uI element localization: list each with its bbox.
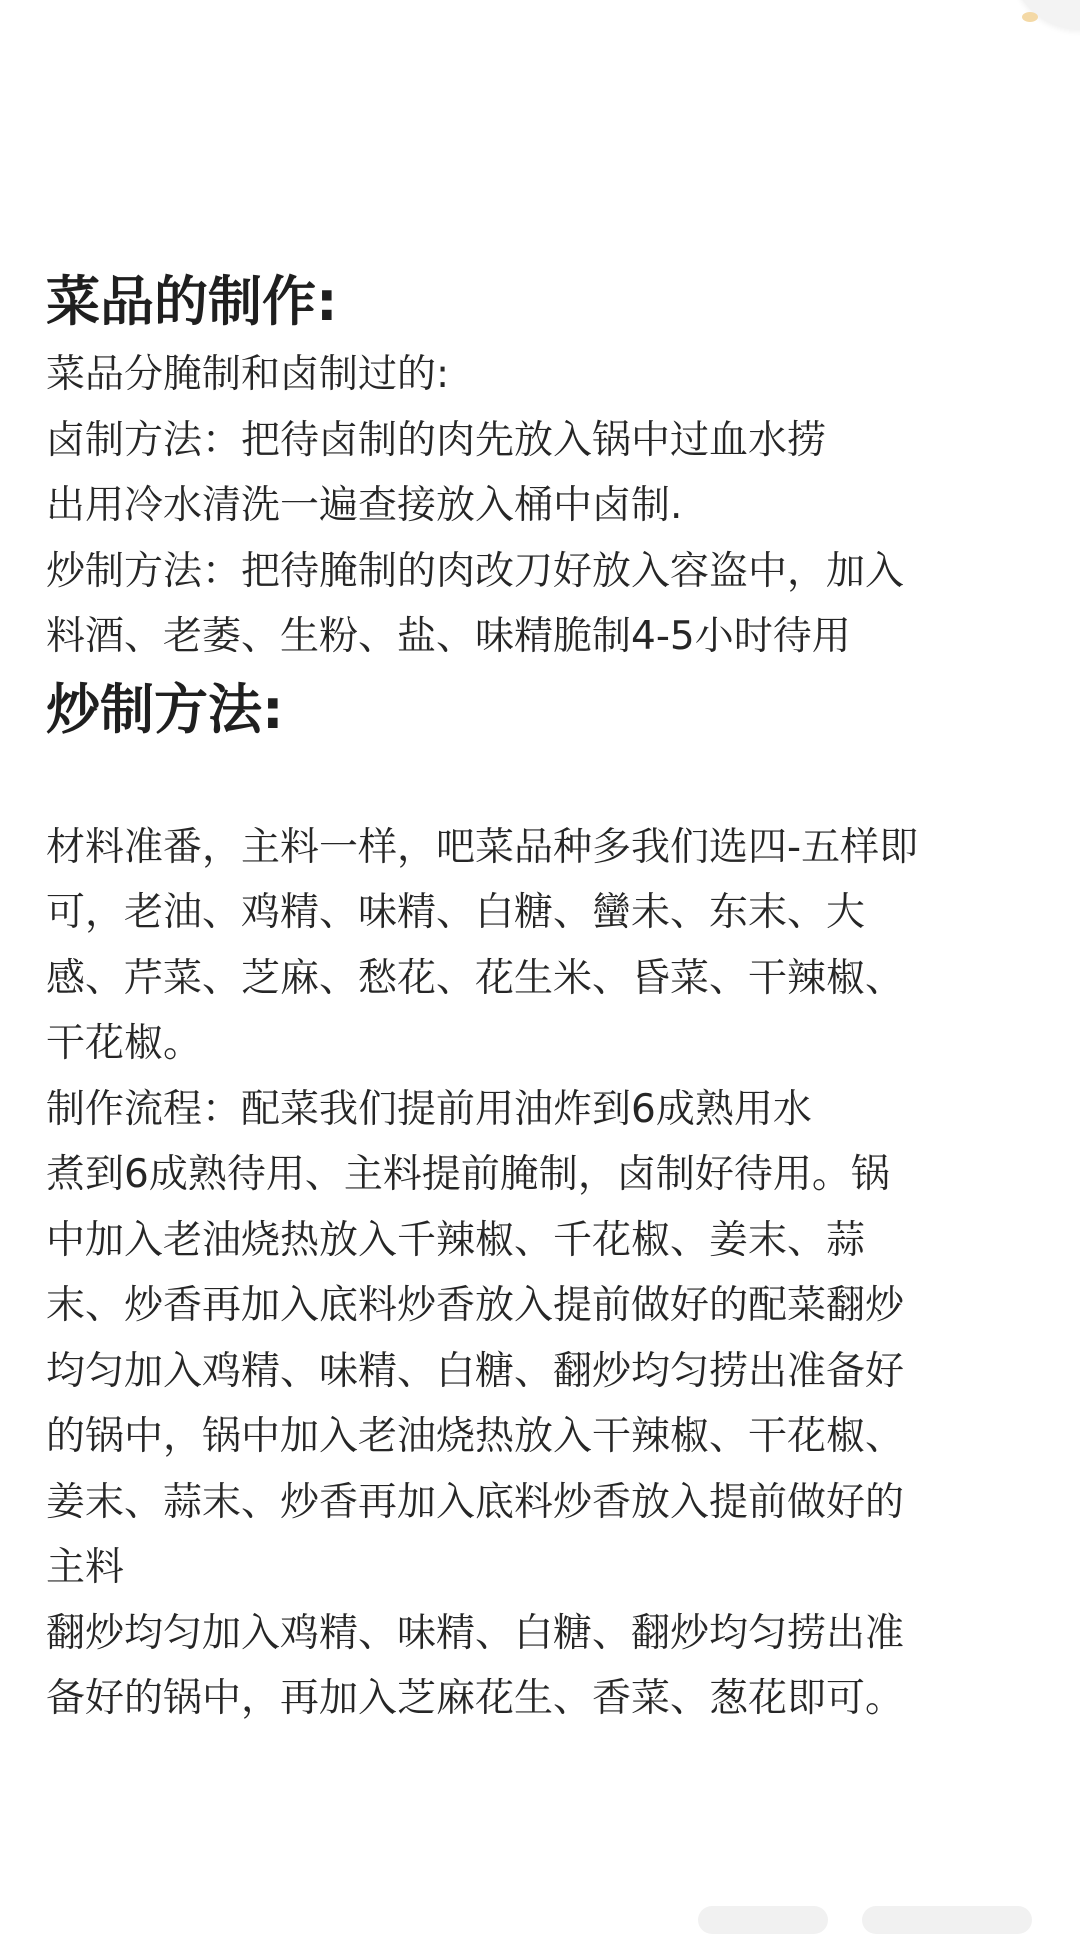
bottom-tab-right: [862, 1906, 1032, 1934]
section-heading-stir-fry-method: 炒制方法:: [46, 677, 284, 741]
text-line: 干花椒。: [46, 1021, 203, 1066]
text-line: 均匀加入鸡精、味精、白糖、翻炒均匀捞出准备好: [46, 1348, 905, 1394]
text-line: 煮到6成熟待用、主料提前腌制，卤制好待用。锅: [46, 1152, 890, 1197]
text-line: 卤制方法：把待卤制的肉先放入锅中过血水捞: [46, 417, 827, 463]
text-line: 料酒、老萎、生粉、盐、味精脆制4-5小时待用: [46, 614, 851, 659]
text-line: 出用冷水清洗一遍查接放入桶中卤制.: [46, 483, 683, 528]
text-line: 中加入老油烧热放入千辣椒、千花椒、姜末、蒜: [46, 1217, 866, 1263]
text-line: 可，老油、鸡精、味精、白糖、蠻未、东末、大: [46, 890, 866, 935]
text-line: 末、炒香再加入底料炒香放入提前做好的配菜翻炒: [46, 1283, 905, 1328]
text-line: 的锅中，锅中加入老油烧热放入干辣椒、干花椒、: [46, 1414, 905, 1459]
text-line: 炒制方法：把待腌制的肉改刀好放入容盗中，加入: [46, 548, 905, 594]
text-line: 制作流程：配菜我们提前用油炸到6成熟用水: [46, 1086, 812, 1132]
bottom-tab-left: [698, 1906, 828, 1934]
text-line: 翻炒均匀加入鸡精、味精、白糖、翻炒均匀捞出准: [46, 1610, 905, 1656]
corner-decoration: [1010, 0, 1080, 30]
section-heading-dish-making: 菜品的制作:: [46, 270, 338, 333]
text-line: 主料: [46, 1545, 125, 1590]
text-line: 姜末、蒜末、炒香再加入底料炒香放入提前做好的: [46, 1479, 905, 1525]
recipe-document: [46, 262, 1046, 1732]
text-line: 材料准番，主料一样，吧菜品种多我们选四-五样即: [46, 824, 919, 870]
text-line: 菜品分腌制和卤制过的:: [46, 352, 450, 397]
text-line: 备好的锅中，再加入芝麻花生、香菜、葱花即可。: [46, 1676, 905, 1721]
text-line: 感、芹菜、芝麻、愁花、花生米、昏菜、干辣椒、: [46, 955, 905, 1001]
blank-line: [46, 750, 1046, 815]
